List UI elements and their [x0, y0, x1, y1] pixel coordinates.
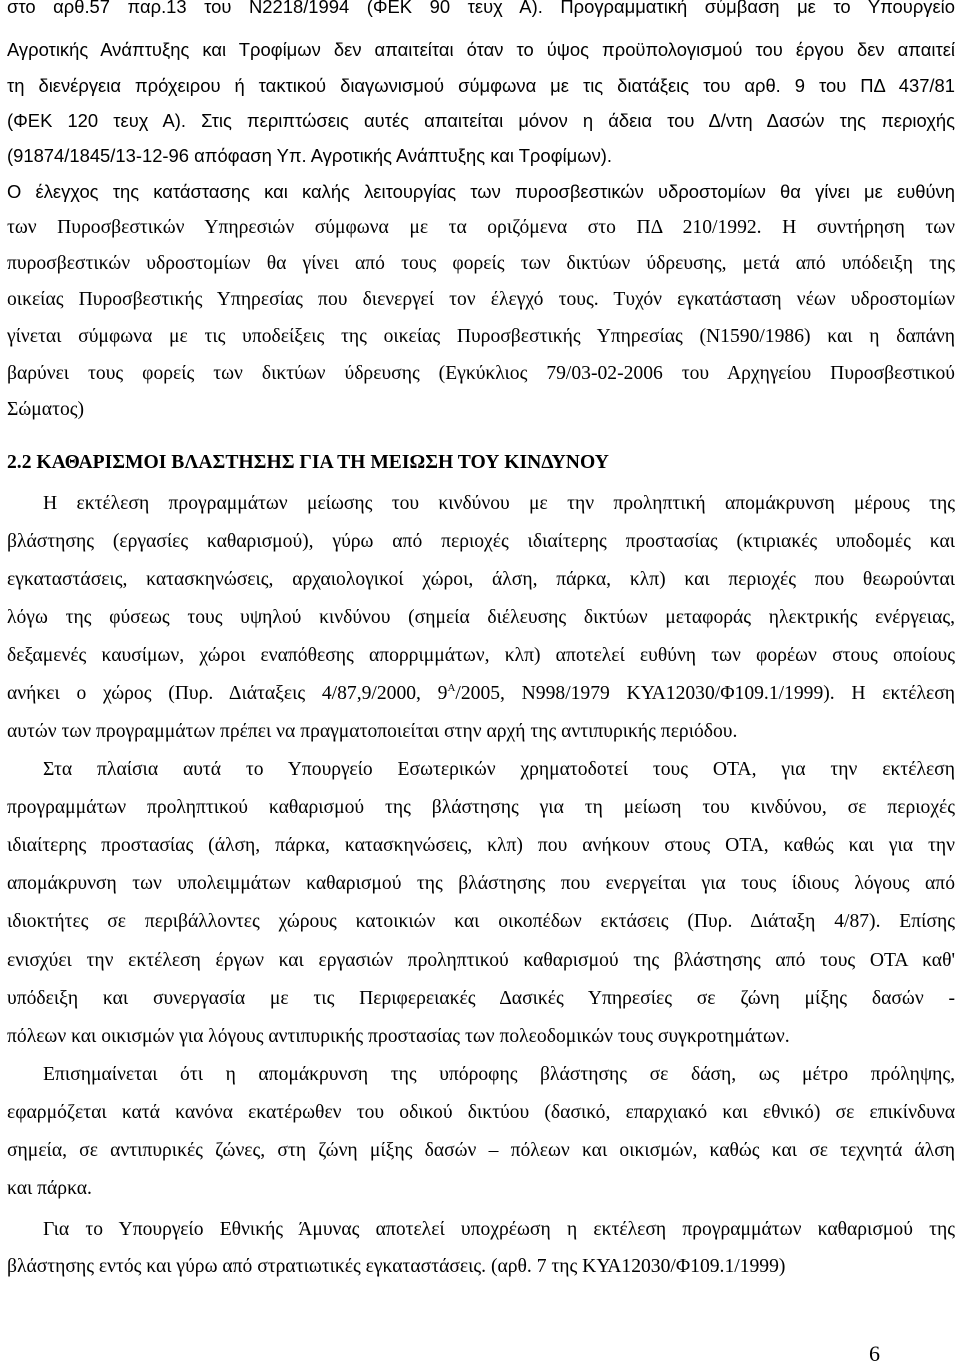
text-line: Σώματος) [7, 399, 85, 420]
text-line: λόγω της φύσεως τους υψηλού κινδύνου (σημεία διέλευσης δικτύων μεταφοράς ηλεκτρικής ενέργειας, [7, 607, 955, 628]
text-line: πόλεων και οικισμών για λόγους αντιπυρικής προστασίας των πολεοδομικών τους συγκροτημάτων. [7, 1026, 790, 1047]
text-line: στο αρθ.57 παρ.13 του Ν2218/1994 (ΦΕΚ 90 τευχ Α). Προγραμματική σύμβαση με το Υπουργείο [7, 0, 955, 17]
text-line: πυροσβεστικών υδροστομίων θα γίνει από τους φορείς των δικτύων ύδρευσης, μετά από υπόδειξη της [7, 253, 955, 274]
superscript: Α [447, 682, 456, 694]
text-line: και πάρκα. [7, 1178, 92, 1199]
text-line: των Πυροσβεστικών Υπηρεσιών σύμφωνα με τα οριζόμενα στο ΠΔ 210/1992. Η συντήρηση των [7, 217, 955, 238]
text-line: Για το Υπουργείο Εθνικής Άμυνας αποτελεί υποχρέωση η εκτέλεση προγραμμάτων καθαρισμού της [43, 1219, 955, 1240]
text-line: τη διενέργεια πρόχειρου ή τακτικού διαγωνισμού σύμφωνα με τις διατάξεις του αρθ. 9 του ΠΔ 437/81 [7, 75, 955, 96]
text-line: γίνεται σύμφωνα με τις υποδείξεις της οικείας Πυροσβεστικής Υπηρεσίας (Ν1590/1986) και η δαπάνη [7, 326, 955, 347]
text-line: απομάκρυνση των υπολειμμάτων καθαρισμού της βλάστησης που ενεργείται για τους ίδιους λόγους από [7, 873, 955, 894]
text-line: προγραμμάτων προληπτικού καθαρισμού της βλάστησης για τη μείωση του κινδύνου, σε περιοχές [7, 797, 955, 818]
text-line: ενισχύει την εκτέλεση έργων και εργασιών προληπτικού καθαρισμού της βλάστησης από τους ΟΤΑ καθ' [7, 950, 955, 971]
text-line: (91874/1845/13-12-96 απόφαση Υπ. Αγροτικής Ανάπτυξης και Τροφίμων). [7, 145, 613, 166]
text-line: ιδιαίτερης προστασίας (άλση, πάρκα, κατασκηνώσεις, κλπ) που ανήκουν στους ΟΤΑ, καθώς και για την [7, 835, 955, 856]
text-line: Αγροτικής Ανάπτυξης και Τροφίμων δεν απαιτείται όταν το ύψος προϋπολογισμού του έργου δεν απαιτεί [7, 39, 955, 60]
text-line: υπόδειξη και συνεργασία με τις Περιφερειακές Δασικές Υπηρεσίες σε ζώνη μίξης δασών - [7, 988, 955, 1009]
text-line: βλάστησης εντός και γύρω από στρατιωτικές εγκαταστάσεις. (αρθ. 7 της ΚΥΑ12030/Φ109.1/1999) [7, 1256, 786, 1277]
text-line: Στα πλαίσια αυτά το Υπουργείο Εσωτερικών χρηματοδοτεί τους ΟΤΑ, για την εκτέλεση [43, 759, 955, 780]
text-line: εφαρμόζεται κατά κανόνα εκατέρωθεν του οδικού δικτύου (δασικό, επαρχιακό και εθνικό) σε επικίνδυνα [7, 1102, 955, 1123]
page-number: 6 [869, 1341, 880, 1366]
text-line: Η εκτέλεση προγραμμάτων μείωσης του κινδύνου με την προληπτική απομάκρυνση μέρους της [43, 493, 955, 514]
text-line: Επισημαίνεται ότι η απομάκρυνση της υπόροφης βλάστησης σε δάση, ως μέτρο πρόληψης, [43, 1064, 955, 1085]
text-line: εγκαταστάσεις, κατασκηνώσεις, αρχαιολογικοί χώροι, άλση, πάρκα, κλπ) και περιοχές που θεωρούνται [7, 569, 955, 590]
text-line: σημεία, σε αντιπυρικές ζώνες, στη ζώνη μίξης δασών – πόλεων και οικισμών, καθώς και σε τεχνητά άλση [7, 1140, 955, 1161]
text-line: βλάστησης (εργασίες καθαρισμού), γύρω από περιοχές ιδιαίτερης προστασίας (κτιριακές υποδομές και [7, 531, 955, 552]
text-line: αυτών των προγραμμάτων πρέπει να πραγματοποιείται στην αρχή της αντιπυρικής περιόδου. [7, 721, 738, 742]
text-line: δεξαμενές καυσίμων, χώροι εναπόθεσης απορριμμάτων, κλπ) αποτελεί ευθύνη των φορέων στους οποίους [7, 645, 955, 666]
text-line: Ο έλεγχος της κατάστασης και καλής λειτουργίας των πυροσβεστικών υδροστομίων θα γίνει με ευθύνη [7, 181, 955, 202]
text-line: οικείας Πυροσβεστικής Υπηρεσίας που διενεργεί τον έλεγχό τους. Τυχόν εγκατάσταση νέων υδροστομίων [7, 289, 955, 310]
text-line: ιδιοκτήτες σε περιβάλλοντες χώρους κατοικιών και οικοπέδων εκτάσεις (Πυρ. Διάταξη 4/87). Επίσης [7, 911, 955, 932]
text-line [7, 677, 955, 710]
text-line: βαρύνει τους φορείς των δικτύων ύδρευσης (Εγκύκλιος 79/03-02-2006 του Αρχηγείου Πυροσβεστικού [7, 363, 955, 384]
text-segment: ανήκει ο χώρος (Πυρ. Διάταξεις 4/87,9/2000, 9 [7, 683, 448, 704]
section-heading: 2.2 ΚΑΘΑΡΙΣΜΟΙ ΒΛΑΣΤΗΣΗΣ ΓΙΑ ΤΗ ΜΕΙΩΣΗ ΤΟΥ ΚΙΝΔΥΝΟΥ [7, 452, 609, 473]
text-line: (ΦΕΚ 120 τευχ Α). Στις περιπτώσεις αυτές απαιτείται μόνον η άδεια του Δ/ντη Δασών της περιοχής [7, 110, 955, 131]
text-segment: /2005, Ν998/1979 ΚΥΑ12030/Φ109.1/1999). Η εκτέλεση [455, 683, 955, 704]
